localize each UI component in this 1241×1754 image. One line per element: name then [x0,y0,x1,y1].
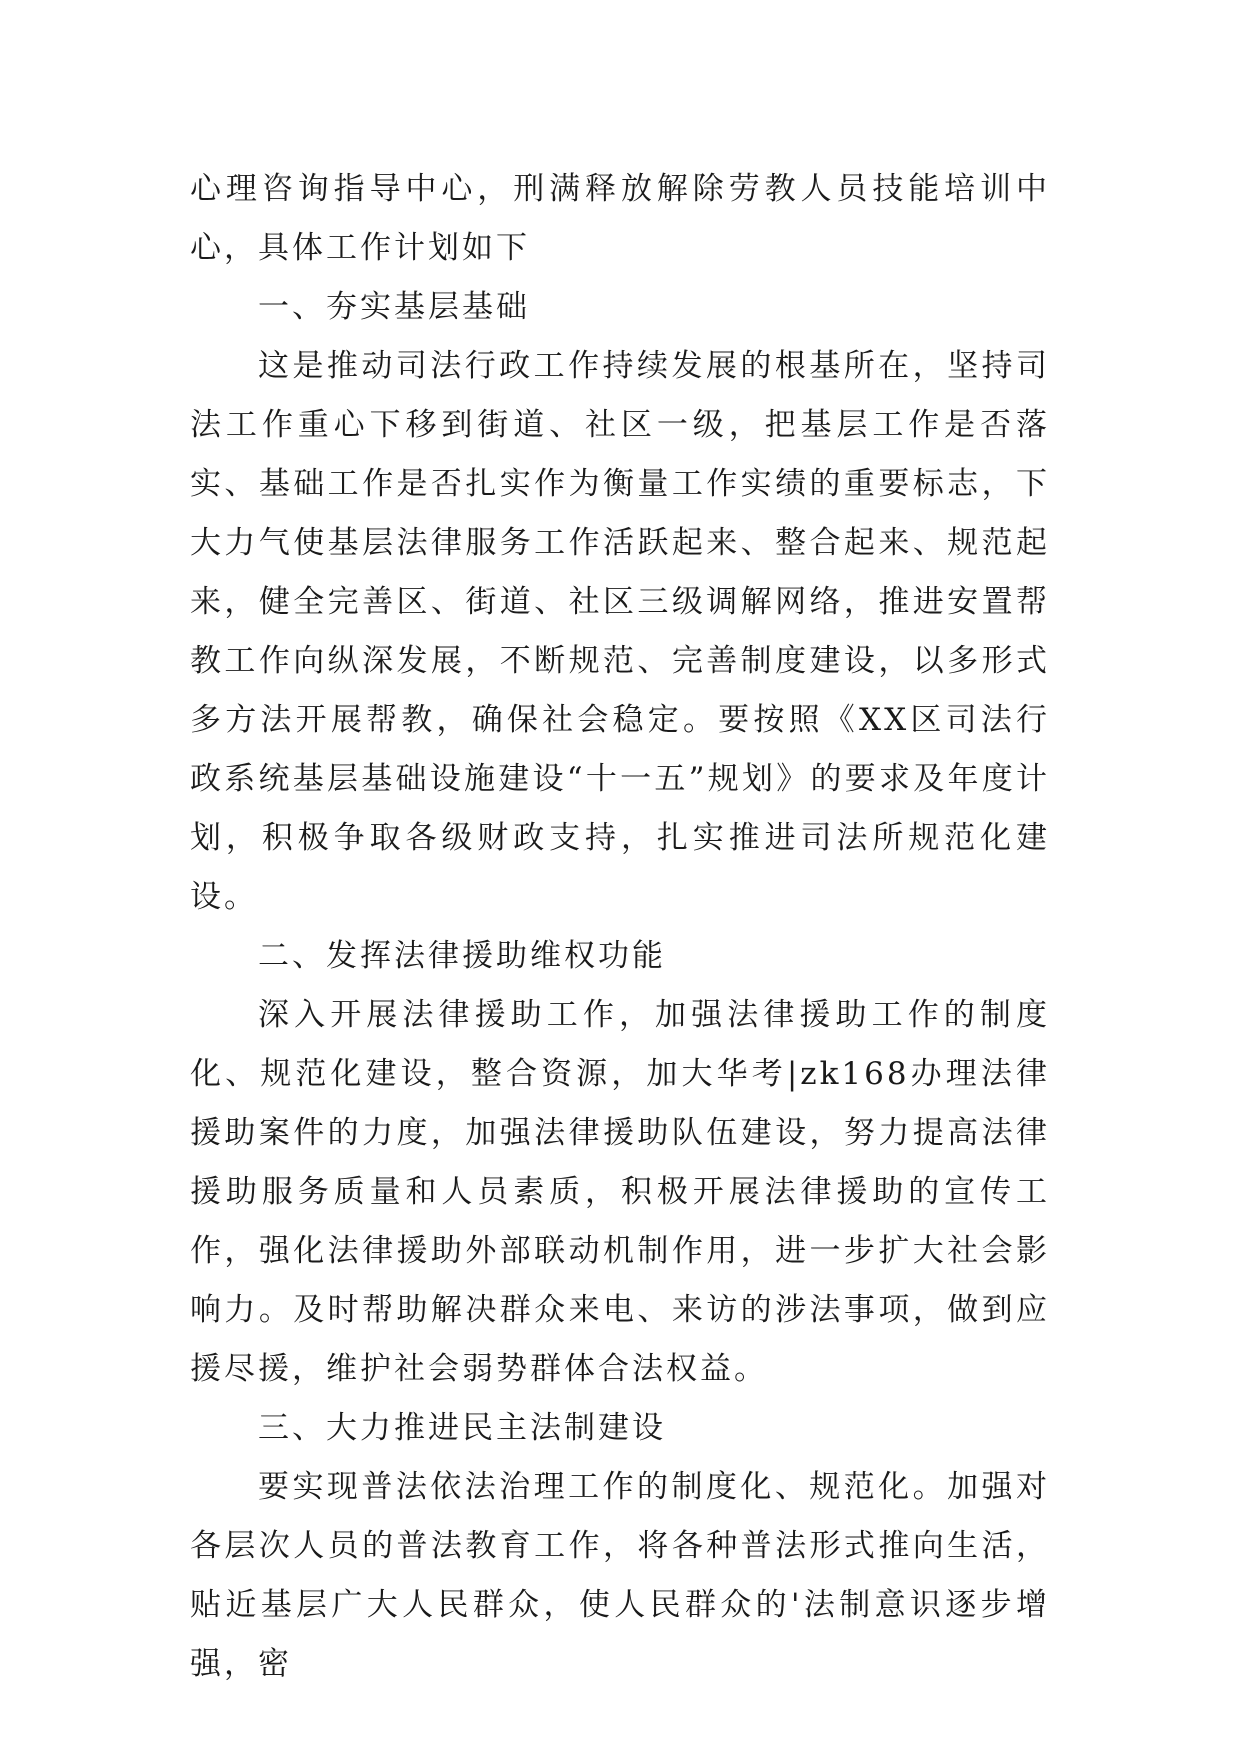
paragraph-1: 这是推动司法行政工作持续发展的根基所在，坚持司法工作重心下移到街道、社区一级，把基层工作是否落实、基础工作是否扎实作为衡量工作实绩的重要标志，下大力气使基层法律服务工作活跃起来、整合起来、规范起来，健全完善区、街道、社区三级调解网络，推进安置帮教工作向纵深发展，不断规范、完善制度建设，以多形式多方法开展帮教，确保社会稳定。要按照《XX区司法行政系统基层基础设施建设“十一五”规划》的要求及年度计划，积极争取各级财政支持，扎实推进司法所规范化建设。 [190,348,1050,915]
paragraph-3: 要实现普法依法治理工作的制度化、规范化。加强对各层次人员的普法教育工作，将各种普法形式推向生活，贴近基层广大人民群众，使人民群众的'法制意识逐步增强，密 [190,1469,1050,1682]
document-body [190,160,1050,1694]
section-heading-1: 一、夯实基层基础 [258,289,530,325]
section-heading-3: 三、大力推进民主法制建设 [258,1410,666,1446]
section-heading-2: 二、发挥法律援助维权功能 [258,938,666,974]
paragraph-continuation: 心理咨询指导中心，刑满释放解除劳教人员技能培训中心，具体工作计划如下 [190,171,1050,266]
paragraph-2: 深入开展法律援助工作，加强法律援助工作的制度化、规范化建设，整合资源，加大华考|zk168办理法律援助案件的力度，加强法律援助队伍建设，努力提高法律援助服务质量和人员素质，积极开展法律援助的宣传工作，强化法律援助外部联动机制作用，进一步扩大社会影响力。及时帮助解决群众来电、来访的涉法事项，做到应援尽援，维护社会弱势群体合法权益。 [190,997,1050,1387]
